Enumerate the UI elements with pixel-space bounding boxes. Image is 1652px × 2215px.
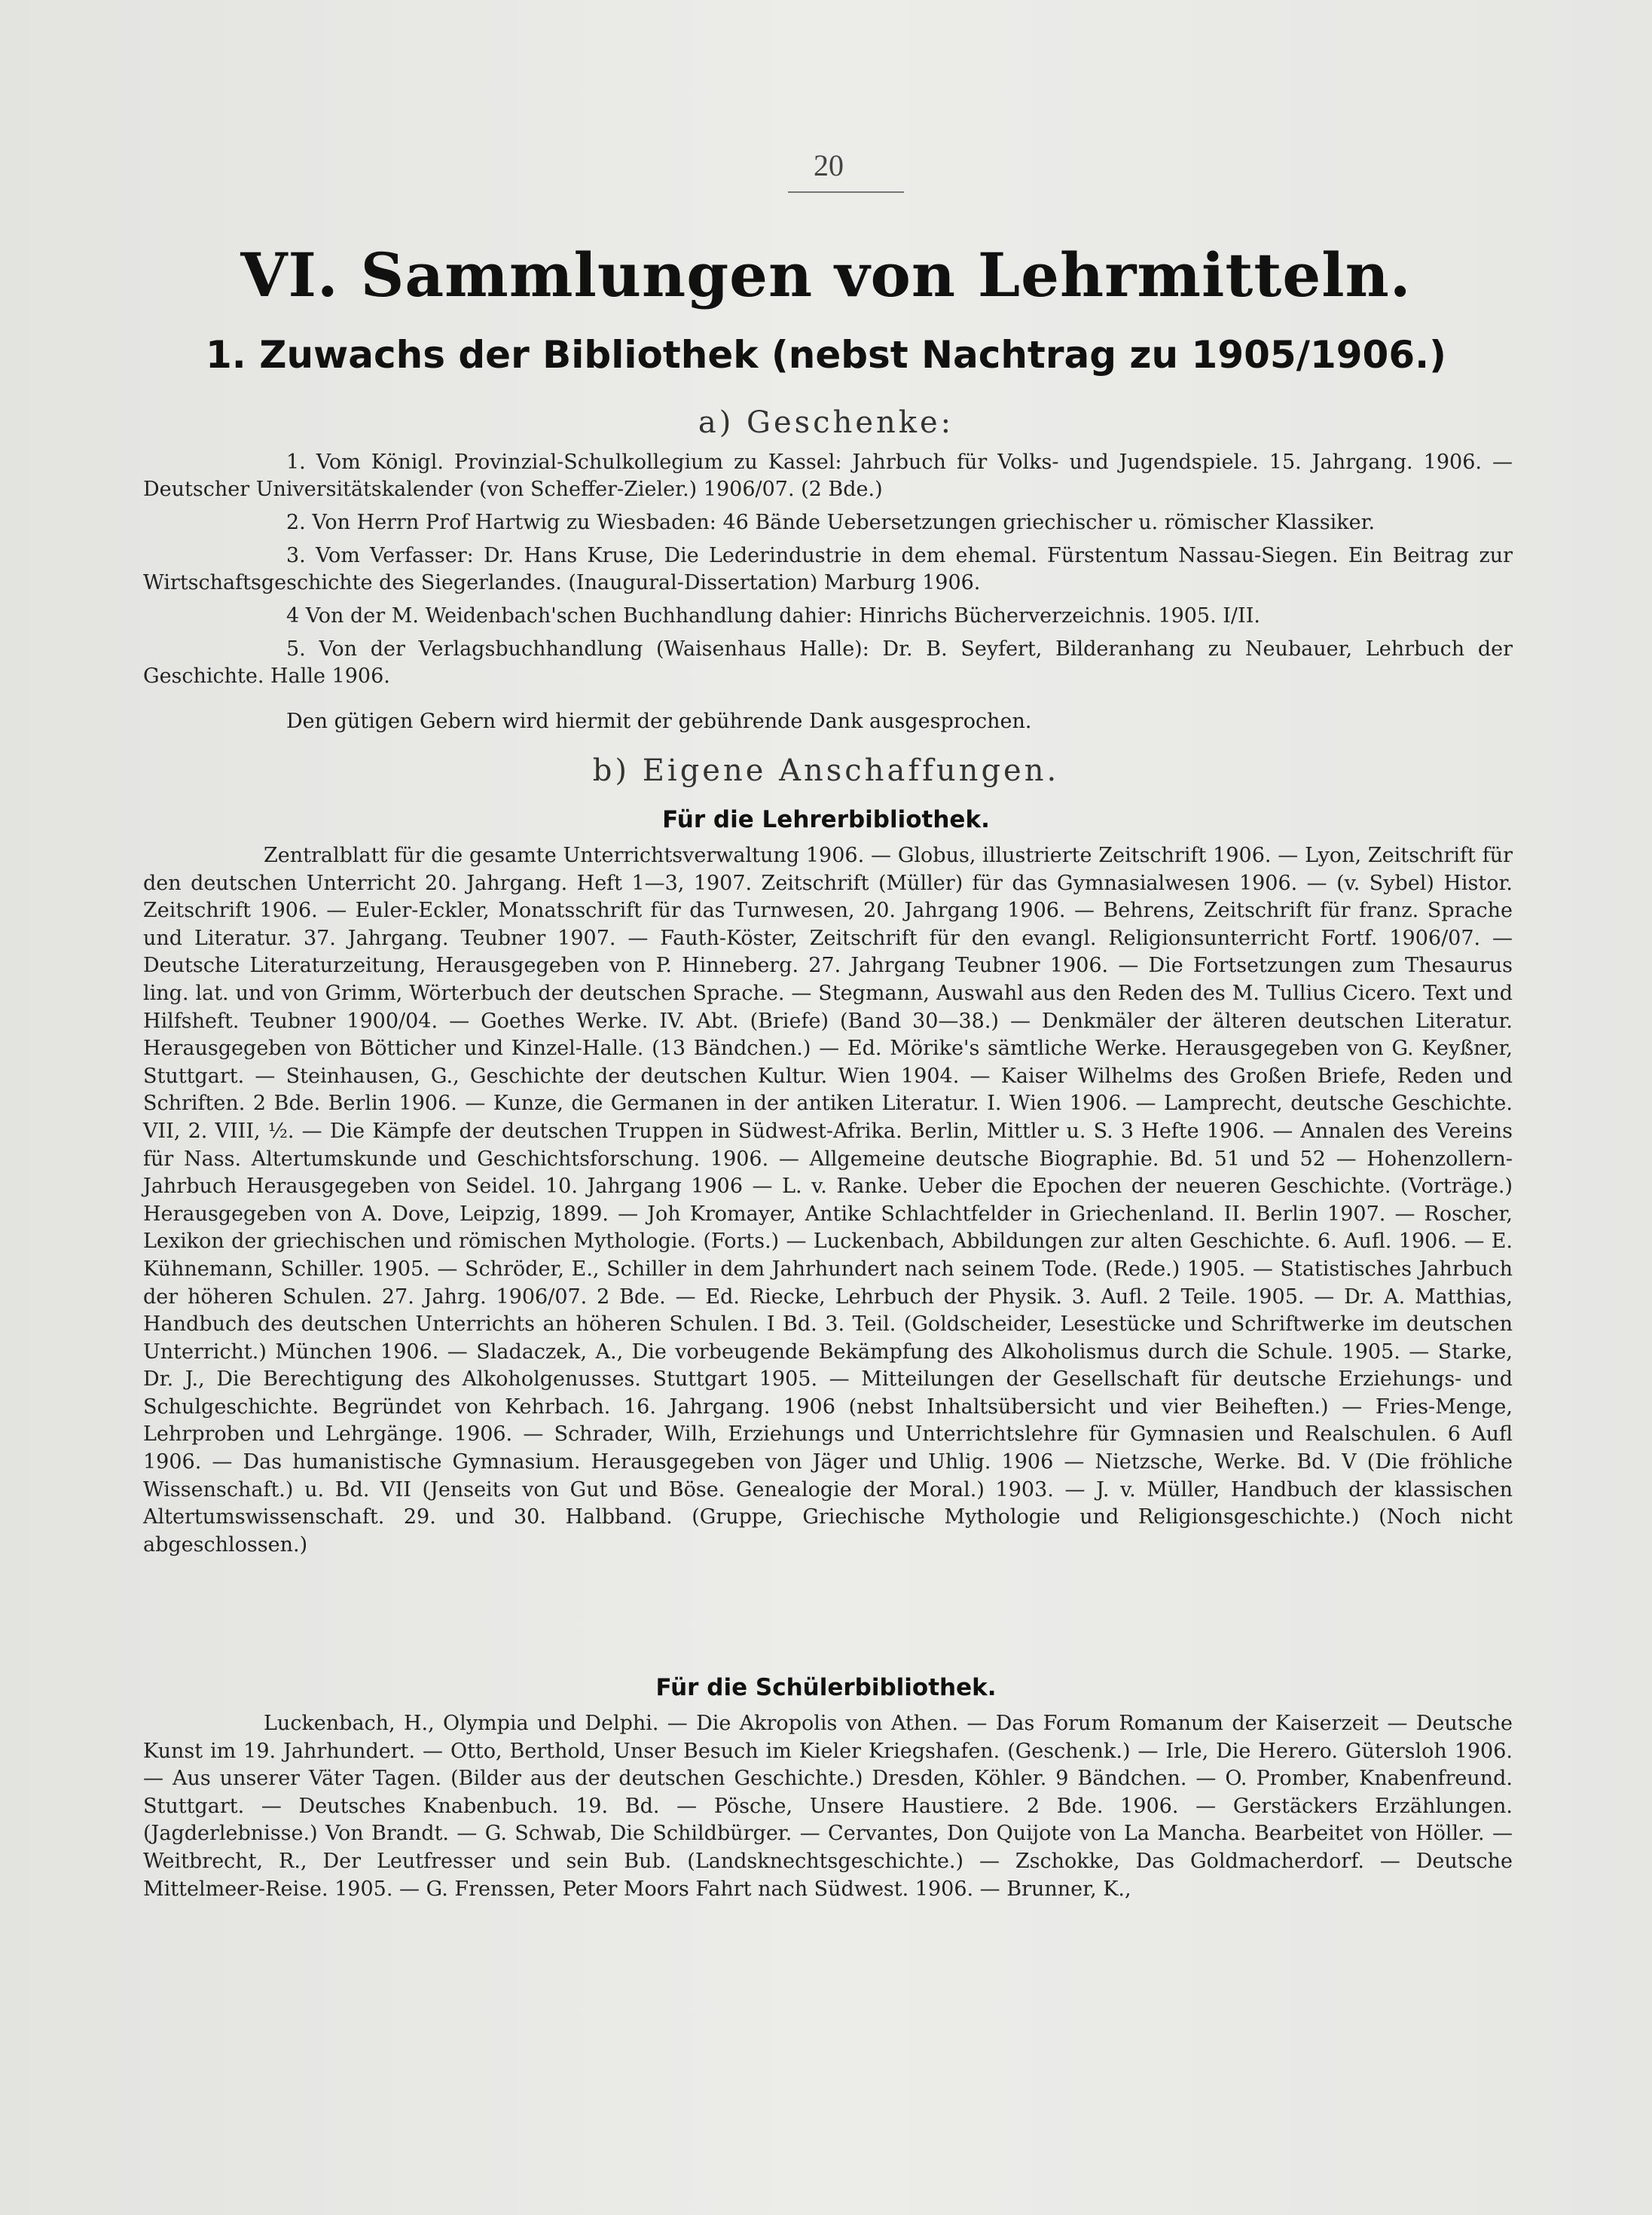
page-number-rule bbox=[788, 191, 904, 193]
section-title: VI. Sammlungen von Lehrmitteln. bbox=[240, 240, 1412, 310]
teacher-library-heading: Für die Lehrerbibliothek. bbox=[662, 806, 990, 833]
gift-item-3: 3. Vom Verfasser: Dr. Hans Kruse, Die Lederindustrie in dem ehemal. Fürstentum Nassau-Siegen. Ein Beitrag zur Wirtschaftsgeschichte des Siegerlandes. (Inaugural-Dissertation) Marburg 1906. bbox=[143, 544, 1513, 594]
student-library-heading: Für die Schülerbibliothek. bbox=[655, 1674, 997, 1701]
student-library-text: Luckenbach, H., Olympia und Delphi. — Die Akropolis von Athen. — Das Forum Romanum der Kaiserzeit — Deutsche Kunst im 19. Jahrhundert. — Otto, Berthold, Unser Besuch im Kieler Kriegshafen. (Geschenk.) — Irle, Die Herero. Gütersloh 1906. — Aus unserer Väter Tagen. (Bilder aus der deutschen Geschichte.) Dresden, Köhler. 9 Bändchen. — O. Promber, Knabenfreund. Stuttgart. — Deutsches Knabenbuch. 19. Bd. — Pösche, Unsere Haustiere. 2 Bde. 1906. — Gerstäckers Erzählungen. (Jagderlebnisse.) Von Brandt. — G. Schwab, Die Schildbürger. — Cervantes, Don Quijote von La Mancha. Bearbeitet von Höller. — Weitbrecht, R., Der Leutfresser und sein Bub. (Landsknechtsgeschichte.) — Zschokke, Das Goldmacherdorf. — Deutsche Mittelmeer-Reise. 1905. — G. Frenssen, Peter Moors Fahrt nach Südwest. 1906. — Brunner, K., bbox=[143, 1712, 1513, 1901]
gift-item-2: 2. Von Herrn Prof Hartwig zu Wiesbaden: 46 Bände Uebersetzungen griechischer u. römischer Klassiker. bbox=[286, 511, 1376, 534]
purchases-heading: b) Eigene Anschaffungen. bbox=[592, 753, 1060, 788]
gifts-list bbox=[143, 449, 1513, 696]
teacher-library-text: Zentralblatt für die gesamte Unterrichtsverwaltung 1906. — Globus, illustrierte Zeitschrift 1906. — Lyon, Zeitschrift für den deutschen Unterricht 20. Jahrgang. Heft 1—3, 1907. Zeitschrift (Müller) für das Gymnasialwesen 1906. — (v. Sybel) Histor. Zeitschrift 1906. — Euler-Eckler, Monatsschrift für das Turnwesen, 20. Jahrgang 1906. — Behrens, Zeitschrift für franz. Sprache und Literatur. 37. Jahrgang. Teubner 1907. — Fauth-Köster, Zeitschrift für den evangl. Religionsunterricht Fortf. 1906/07. — Deutsche Literaturzeitung, Herausgegeben von P. Hinneberg. 27. Jahrgang Teubner 1906. — Die Fortsetzungen zum Thesaurus ling. lat. und von Grimm, Wörterbuch der deutschen Sprache. — Stegmann, Auswahl aus den Reden des M. Tullius Cicero. Text und Hilfsheft. Teubner 1900/04. — Goethes Werke. IV. Abt. (Briefe) (Band 30—38.) — Denkmäler der älteren deutschen Literatur. Herausgegeben von Bötticher und Kinzel-Halle. (13 Bändchen.) — Ed. Mörike's sämtliche Werke. Herausgegeben von G. Keyßner, Stuttgart. — Steinhausen, G., Geschichte der deutschen Kultur. Wien 1904. — Kaiser Wilhelms des Großen Briefe, Reden und Schriften. 2 Bde. Berlin 1906. — Kunze, die Germanen in der antiken Literatur. I. Wien 1906. — Lamprecht, deutsche Geschichte. VII, 2. VIII, ½. — Die Kämpfe der deutschen Truppen in Südwest-Afrika. Berlin, Mittler u. S. 3 Hefte 1906. — Annalen des Vereins für Nass. Altertumskunde und Geschichtsforschung. 1906. — Allgemeine deutsche Biographie. Bd. 51 und 52 — Hohenzollern-Jahrbuch Herausgegeben von Seidel. 10. Jahrgang 1906 — L. v. Ranke. Ueber die Epochen der neueren Geschichte. (Vorträge.) Herausgegeben von A. Dove, Leipzig, 1899. — Joh Kromayer, Antike Schlachtfelder in Griechenland. II. Berlin 1907. — Roscher, Lexikon der griechischen und römischen Mythologie. (Forts.) — Luckenbach, Abbildungen zur alten Geschichte. 6. Aufl. 1906. — E. Kühnemann, Schiller. 1905. — Schröder, E., Schiller in dem Jahrhundert nach seinem Tode. (Rede.) 1905. — Statistisches Jahrbuch der höheren Schulen. 27. Jahrg. 1906/07. 2 Bde. — Ed. Riecke, Lehrbuch der Physik. 3. Aufl. 2 Teile. 1905. — Dr. A. Matthias, Handbuch des deutschen Unterrichts an höheren Schulen. I Bd. 3. Teil. (Goldscheider, Lesestücke und Schriftwerke im deutschen Unterricht.) München 1906. — Sladaczek, A., Die vorbeugende Bekämpfung des Alkoholismus durch die Schule. 1905. — Starke, Dr. J., Die Berechtigung des Alkoholgenusses. Stuttgart 1905. — Mitteilungen der Gesellschaft für deutsche Erziehungs- und Schulgeschichte. Begründet von Kehrbach. 16. Jahrgang. 1906 (nebst Inhaltsübersicht und vier Beiheften.) — Fries-Menge, Lehrproben und Lehrgänge. 1906. — Schrader, Wilh, Erziehungs und Unterrichtslehre für Gymnasien und Realschulen. 6 Aufl 1906. — Das humanistische Gymnasium. Herausgegeben von Jäger und Uhlig. 1906 — Nietzsche, Werke. Bd. V (Die fröhliche Wissenschaft.) u. Bd. VII (Jenseits von Gut und Böse. Genealogie der Moral.) 1903. — J. v. Müller, Handbuch der klassischen Altertumswissenschaft. 29. und 30. Halbband. (Gruppe, Griechische Mythologie und Religionsgeschichte.) (Noch nicht abgeschlossen.) bbox=[143, 844, 1513, 1557]
gift-item-4: 4 Von der M. Weidenbach'schen Buchhandlung dahier: Hinrichs Bücherverzeichnis. 1905. I/II. bbox=[286, 604, 1260, 628]
subsection-title: 1. Zuwachs der Bibliothek (nebst Nachtrag zu 1905/1906.) bbox=[206, 333, 1446, 377]
gift-item-1: 1. Vom Königl. Provinzial-Schulkollegium zu Kassel: Jahrbuch für Volks- und Jugendspiele. 15. Jahrgang. 1906. — Deutscher Universitätskalender (von Scheffer-Zieler.) 1906/07. (2 Bde.) bbox=[143, 451, 1513, 501]
gifts-heading: a) Geschenke: bbox=[698, 405, 954, 440]
gift-item-5: 5. Von der Verlagsbuchhandlung (Waisenhaus Halle): Dr. B. Seyfert, Bilderanhang zu Neubauer, Lehrbuch der Geschichte. Halle 1906. bbox=[143, 637, 1513, 688]
page-number: 20 bbox=[814, 148, 844, 182]
thanks-note: Den gütigen Gebern wird hiermit der gebührende Dank ausgesprochen. bbox=[286, 710, 1032, 733]
